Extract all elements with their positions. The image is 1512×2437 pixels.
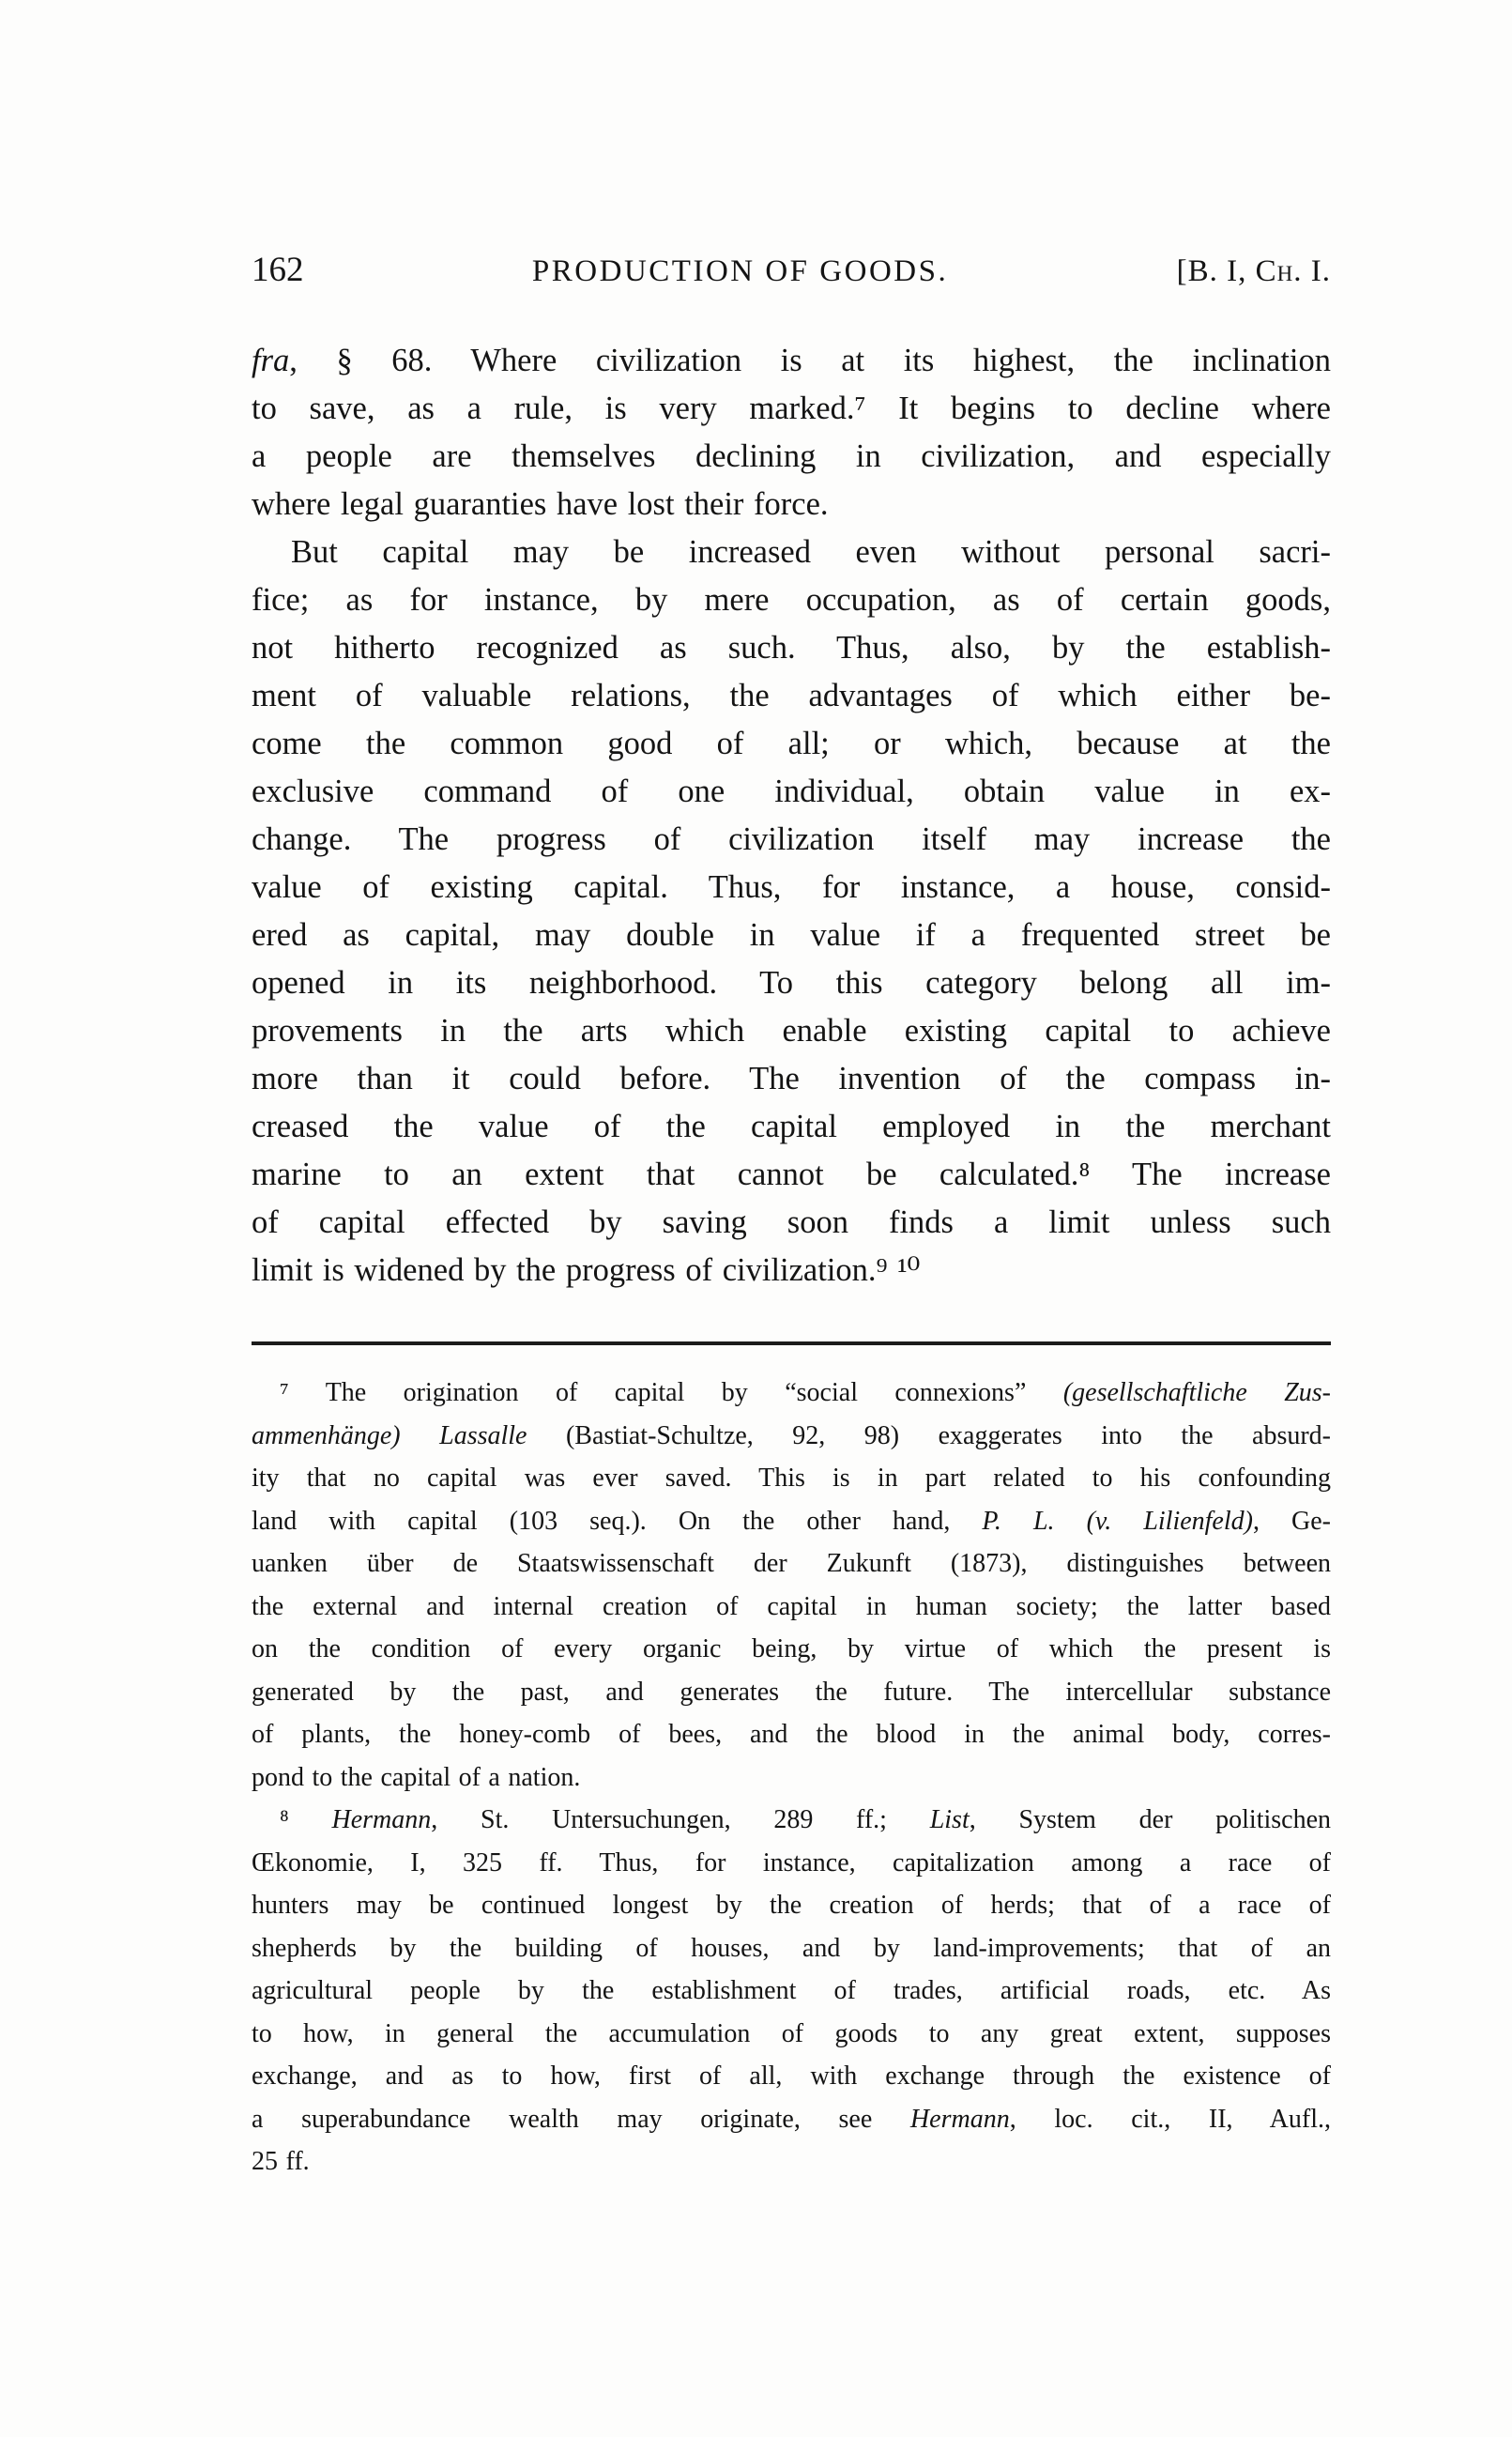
text-line: a superabundance wealth may originate, see Hermann, loc. cit., II, Aufl., bbox=[252, 2104, 1331, 2134]
text-line: hunters may be continued longest by the creation of herds; that of a race of bbox=[252, 1891, 1331, 1920]
page-number: 162 bbox=[252, 251, 304, 289]
text-line: 25 ff. bbox=[252, 2147, 310, 2176]
text-line: provements in the arts which enable existing capital to achieve bbox=[252, 1013, 1331, 1049]
text-line: ity that no capital was ever saved. This is in part related to his confounding bbox=[252, 1464, 1331, 1493]
footnote bbox=[252, 1372, 1331, 1799]
text-line: fice; as for instance, by mere occupation, as of certain goods, bbox=[252, 582, 1331, 618]
page-content bbox=[252, 250, 1331, 2184]
text-line: of plants, the honey-comb of bees, and the blood in the animal body, corres- bbox=[252, 1720, 1331, 1749]
chapter-reference: [B. I, Ch. I. bbox=[1176, 254, 1331, 288]
text-line: ered as capital, may double in value if a frequented street be bbox=[252, 917, 1331, 953]
text-line: uanken über de Staatswissenschaft der Zukunft (1873), distinguishes between bbox=[252, 1549, 1331, 1578]
text-line: generated by the past, and generates the future. The intercellular substance bbox=[252, 1677, 1331, 1707]
text-line: creased the value of the capital employed in the merchant bbox=[252, 1109, 1331, 1144]
footnotes bbox=[252, 1372, 1331, 2184]
text-line: to how, in general the accumulation of goods to any great extent, supposes bbox=[252, 2018, 1331, 2048]
text-line: But capital may be increased even without personal sacri- bbox=[291, 534, 1331, 570]
page-header bbox=[252, 250, 1331, 290]
text-line: not hitherto recognized as such. Thus, also, by the establish- bbox=[252, 630, 1331, 666]
text-line: to save, as a rule, is very marked.⁷ It begins to decline where bbox=[252, 391, 1331, 426]
text-line: agricultural people by the establishment of trades, artificial roads, etc. As bbox=[252, 1976, 1331, 2005]
text-line: where legal guaranties have lost their force. bbox=[252, 486, 829, 522]
text-line: exclusive command of one individual, obtain value in ex- bbox=[252, 774, 1331, 809]
text-line: marine to an extent that cannot be calculated.⁸ The increase bbox=[252, 1157, 1331, 1192]
text-line: limit is widened by the progress of civilization.⁹ ¹⁰ bbox=[252, 1252, 921, 1288]
text-line: opened in its neighborhood. To this category belong all im- bbox=[252, 965, 1331, 1001]
text-line: fra, § 68. Where civilization is at its highest, the inclination bbox=[252, 343, 1331, 378]
text-line: Œkonomie, I, 325 ff. Thus, for instance, capitalization among a race of bbox=[252, 1847, 1331, 1878]
text-line: change. The progress of civilization itself may increase the bbox=[252, 821, 1331, 857]
running-title: PRODUCTION OF GOODS. bbox=[531, 254, 949, 288]
body-paragraph bbox=[252, 529, 1331, 1295]
text-line: ment of valuable relations, the advantages of which either be- bbox=[252, 678, 1331, 713]
text-line: pond to the capital of a nation. bbox=[252, 1762, 581, 1792]
footnote-rule bbox=[252, 1341, 1331, 1345]
text-line: on the condition of every organic being, by virtue of which the present is bbox=[252, 1634, 1331, 1663]
text-line: come the common good of all; or which, because at the bbox=[252, 726, 1331, 761]
text-line: the external and internal creation of capital in human society; the latter based bbox=[252, 1591, 1331, 1621]
body-text bbox=[252, 337, 1331, 1295]
text-line: shepherds by the building of houses, and by land-improvements; that of an bbox=[252, 1933, 1331, 1963]
text-line: land with capital (103 seq.). On the other hand, P. L. (v. Lilienfeld), Ge- bbox=[252, 1506, 1331, 1536]
footnote bbox=[252, 1799, 1331, 2184]
text-line: of capital effected by saving soon finds a limit unless such bbox=[252, 1204, 1331, 1240]
text-line: ammenhänge) Lassalle (Bastiat-Schultze, 92, 98) exaggerates into the absurd- bbox=[252, 1420, 1331, 1450]
text-line: ⁷ The origination of capital by “social connexions” (gesellschaftliche Zus- bbox=[280, 1378, 1331, 1407]
text-line: a people are themselves declining in civilization, and especially bbox=[252, 438, 1331, 474]
body-paragraph bbox=[252, 337, 1331, 529]
text-line: value of existing capital. Thus, for instance, a house, consid- bbox=[252, 869, 1331, 905]
text-line: exchange, and as to how, first of all, with exchange through the existence of bbox=[252, 2061, 1331, 2091]
text-line: more than it could before. The invention of the compass in- bbox=[252, 1061, 1331, 1096]
text-line: ⁸ Hermann, St. Untersuchungen, 289 ff.; List, System der politischen bbox=[280, 1805, 1332, 1834]
